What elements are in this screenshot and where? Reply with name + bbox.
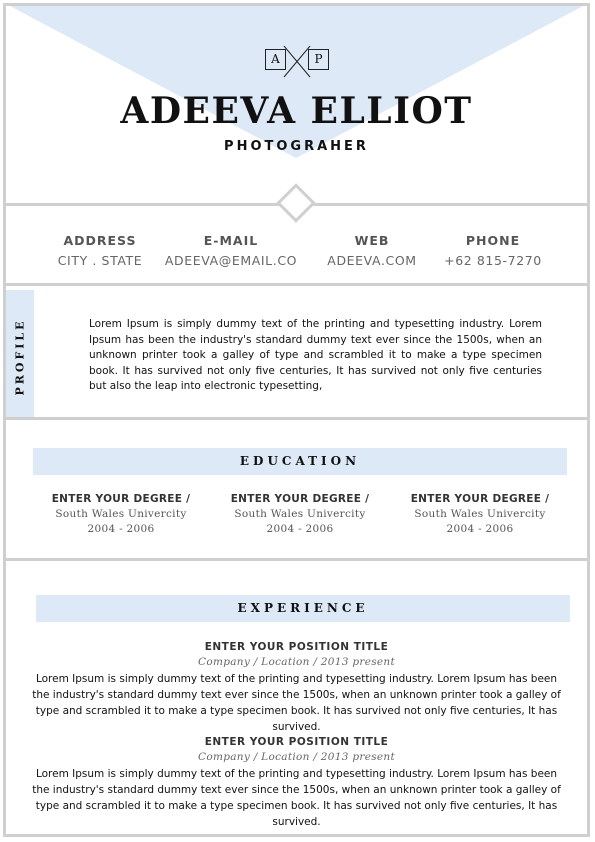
profile-section (6, 286, 587, 417)
education-degree: ENTER YOUR DEGREE / (51, 493, 191, 505)
experience-heading: EXPERIENCE (36, 595, 570, 622)
contact-value: ADEEVA@EMAIL.CO (164, 253, 298, 268)
education-heading: EDUCATION (33, 448, 567, 475)
resume-header (6, 6, 587, 203)
education-section (6, 420, 587, 558)
contact-phone (423, 233, 563, 268)
experience-section (6, 561, 587, 837)
job-title: PHOTOGRAHER (224, 139, 369, 154)
profile-text: Lorem Ipsum is simply dummy text of the printing and typesetting industry. Lorem Ipsum has been the industry's standard dummy text ever since the 1500s, when an unknown printer took a galley of type and scrambled it to make a type specimen book. It has survived not only five centuries, It has survived not only five centuries but also the leap into electronic typesetting, (89, 318, 542, 392)
contact-value: CITY . STATE (57, 253, 143, 268)
monogram-letter-a: A (265, 49, 286, 70)
education-school: South Wales Univercity (234, 508, 366, 520)
contact-label: ADDRESS (63, 233, 137, 248)
education-degree: ENTER YOUR DEGREE / (230, 493, 370, 505)
position-description: Lorem Ipsum is simply dummy text of the printing and typesetting industry. Lorem Ipsum has been the industry's standard dummy text ever since the 1500s, when an unknown printer took a galley of type and scrambled it to make a type specimen book. It has survived not only five centuries, It has survived. (32, 768, 561, 828)
contact-value: ADEEVA.COM (327, 253, 417, 268)
contact-address (30, 233, 170, 268)
experience-item (26, 641, 567, 735)
monogram-logo (262, 46, 332, 78)
experience-item (26, 736, 567, 830)
position-company: Company / Location / 2013 present (197, 656, 395, 668)
contact-web (302, 233, 442, 268)
resume-page (3, 3, 590, 837)
education-years: 2004 - 2006 (446, 523, 514, 535)
education-school: South Wales Univercity (414, 508, 546, 520)
education-school: South Wales Univercity (55, 508, 187, 520)
position-description: Lorem Ipsum is simply dummy text of the printing and typesetting industry. Lorem Ipsum has been the industry's standard dummy text ever since the 1500s, when an unknown printer took a galley of type and scrambled it to make a type specimen book. It has survived not only five centuries, It has survived. (32, 673, 561, 733)
education-years: 2004 - 2006 (266, 523, 334, 535)
education-years: 2004 - 2006 (87, 523, 155, 535)
position-title: ENTER YOUR POSITION TITLE (204, 641, 389, 653)
education-item (215, 493, 385, 535)
education-item (36, 493, 206, 535)
contact-value: +62 815-7270 (444, 253, 542, 268)
profile-label: PROFILE (13, 318, 27, 396)
contact-label: PHONE (465, 233, 521, 248)
monogram-letter-p: P (308, 49, 329, 70)
monogram-cross-icon (262, 46, 332, 78)
candidate-name: ADEEVA ELLIOT (120, 90, 473, 132)
contact-label: E-MAIL (203, 233, 259, 248)
education-degree: ENTER YOUR DEGREE / (410, 493, 550, 505)
profile-side-tab (6, 290, 34, 417)
contact-email (161, 233, 301, 268)
position-title: ENTER YOUR POSITION TITLE (204, 736, 389, 748)
position-company: Company / Location / 2013 present (197, 751, 395, 763)
education-item (395, 493, 565, 535)
contact-label: WEB (354, 233, 390, 248)
